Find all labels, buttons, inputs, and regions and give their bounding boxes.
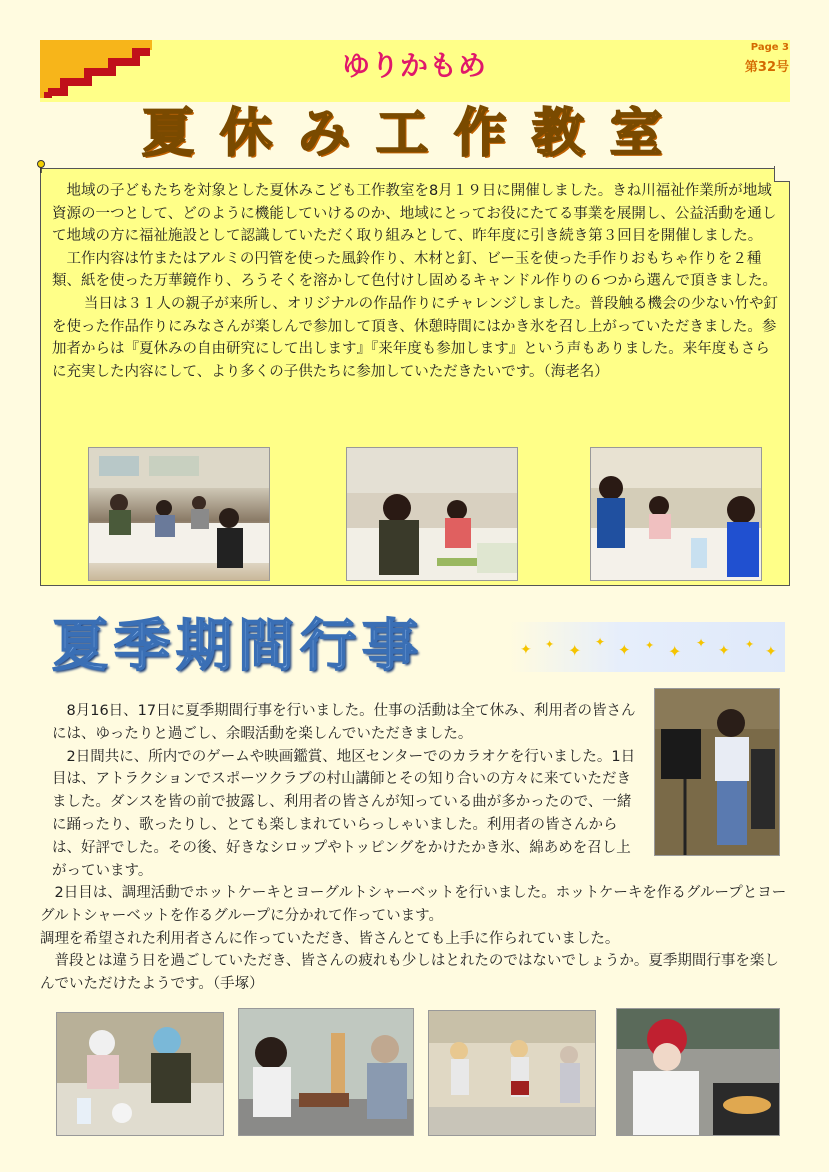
paragraph: 当日は３１人の親子が来所し、オリジナルの作品作りにチャレンジしました。普段触る機会の少ない竹や釘を使った作品作りにみなさんが楽しんで参加して頂き、休憩時間にはかき氷を召し上がっていただきました。参加者からは『夏休みの自由研究にして出します』『来年度も参加します』という声もありました。来年度もさらに充実した内容にして、より多くの子供たちに参加していただきたいです。（海老名） [52, 295, 779, 380]
photo-karaoke-singer [654, 688, 780, 856]
svg-text:✦: ✦ [745, 638, 755, 651]
paragraph: 2日目は、調理活動でホットケーキとヨーグルトシャーベットを行いました。ホットケーキを作るグループとヨーグルトシャーベットを作るグループに分かれて作っています。 [40, 885, 787, 924]
paragraph: 普段とは違う日を過ごしていただき、皆さんの疲れも少しはとれたのではないでしょうか。夏季期間行事を楽しんでいただけたようです。（手塚） [40, 953, 779, 993]
section2-title: 夏季期間行事 [52, 614, 424, 679]
section2-body-narrow [52, 700, 642, 882]
section1-body [52, 180, 778, 383]
paragraph: 2日間共に、所内でのゲームや映画鑑賞、地区センターでのカラオケを行いました。1日目は、アトラクションでスポーツクラブの村山講師とその知り合いの方々に来ていただきました。ダンスを皆の前で披露し、利用者の皆さんが知っている曲が多かったので、一緒に踊ったり、歌ったりし、とても楽しまれていらっしゃいました。利用者の皆さんからは、好評でした。その後、好きなシロップやトッピングをかけたかき氷、綿あめを召し上がっています。 [52, 748, 636, 879]
photo-children-crafting [346, 447, 518, 581]
magazine-title: ゆりかもめ [341, 49, 487, 82]
section2-body-wide [40, 882, 790, 996]
paragraph: 調理を希望された利用者さんに作っていただき、皆さんとても上手に作られていました。 [40, 930, 620, 947]
pushpin-icon [36, 160, 46, 174]
photo-kids-at-table [590, 447, 762, 581]
svg-text:✦: ✦ [765, 644, 777, 660]
photo-cooking-kitchen [56, 1012, 224, 1136]
photo-pancake-cooking [616, 1008, 780, 1136]
svg-text:✦: ✦ [645, 639, 655, 652]
paragraph: 地域の子どもたちを対象とした夏休みこども工作教室を8月１９日に開催しました。きね川福祉作業所が地域資源の一つとして、どのように機能していけるのか、地域にとってお役にたてる事業を展開し、公益活動を通して地域の方に福祉施設として認識していただく取り組みとして、昨年度に引き続き第３回目を開催しました。 [52, 183, 777, 245]
svg-text:✦: ✦ [618, 641, 631, 659]
svg-text:✦: ✦ [718, 643, 730, 659]
svg-text:✦: ✦ [568, 641, 582, 660]
paragraph: 8月16日、17日に夏季期間行事を行いました。仕事の活動は全て休み、利用者の皆さんには、ゆったりと過ごし、余暇活動を楽しんでいただきました。 [52, 703, 636, 742]
svg-text:✦: ✦ [545, 638, 555, 651]
photo-block-tower-game [238, 1008, 414, 1136]
svg-text:✦: ✦ [668, 642, 682, 661]
svg-text:✦: ✦ [595, 635, 606, 649]
section1-title: 夏休み工作教室 [141, 104, 688, 164]
photo-workshop-room [88, 447, 270, 581]
svg-text:✦: ✦ [520, 642, 532, 658]
issue-number: 第32号 [744, 60, 789, 75]
sparkle-banner [510, 622, 785, 672]
photo-dance-performance [428, 1010, 596, 1136]
paragraph: 工作内容は竹またはアルミの円管を使った風鈴作り、木材と釘、ビー玉を使った手作りおもちゃ作りを２種類、紙を使った万華鏡作り、ろうそくを溶かして色付けし固めるキャンドル作りの６つから選んで頂きました。 [52, 250, 777, 290]
page-number: Page 3 [750, 42, 789, 53]
svg-text:✦: ✦ [696, 636, 707, 650]
